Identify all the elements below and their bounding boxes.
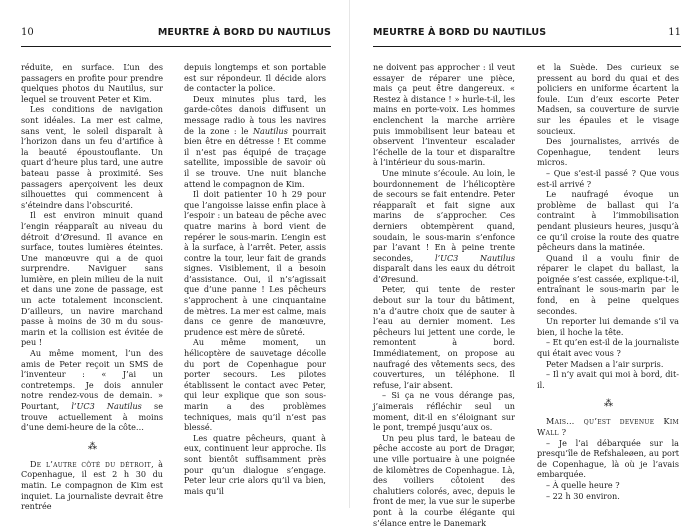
paragraph: ne doivent pas approcher : il veut essayer de réparer une pièce, mais ça peut être dangereux. « Restez à distance ! » hurle-t-il, les mains en porte-voix. Les hommes enclenchent la marche arrière puis immobilisent leur bateau et observent l’inventeur escalader l’échelle de la tour et disparaître à l’intérieur du sous-marin.	[373, 62, 515, 168]
section-separator: ⁂	[88, 441, 96, 452]
paragraph: et la Suède. Des curieux se pressent au bord du quai et des policiers en uniforme écartent la foule. L’un d’eux escorte Peter Madsen, sa couverture de survie sur les épaules et le visage soucieux.	[537, 62, 679, 136]
paragraph: Un peu plus tard, le bateau de pêche accoste au port de Dragør, une ville portuaire à une poignée de kilomètres de Copenhague. Là, des voiliers côtoient des chalutiers colorés, avec, depuis le front de mer, la vue sur le superbe pont à la courbe élégante qui s’élance entre le Danemark	[373, 432, 515, 528]
paragraph: depuis longtemps et son portable est sur répondeur. Il décide alors de contacter la police.	[184, 62, 326, 94]
paragraph: Peter, qui tente de rester debout sur la tour du bâtiment, n’a d’autre choix que de sauter à l’eau au dernier moment. Les pêcheurs lui jettent une corde, le remontent à bord. Immédiatement, on propose au naufragé des vêtements secs, des couvertures, un téléphone. Il refuse, l’air absent.	[373, 284, 515, 390]
section-separator: ⁂	[604, 399, 612, 410]
paragraph: Des journalistes, arrivés de Copenhague, tendent leurs micros.	[537, 136, 679, 168]
left-column-1	[21, 62, 163, 512]
paragraph	[373, 168, 515, 285]
paragraph	[21, 459, 163, 512]
italic-run: l’UC3 Nautilus	[71, 401, 142, 411]
paragraph: Au même moment, un hélicoptère de sauvetage décolle du port de Copenhague pour porter secours. Les pilotes établissent le contact avec Peter, qui leur explique que son sous-marin a des problèmes techniques, mais qu’il n’est pas blessé.	[184, 337, 326, 433]
small-caps-run: De l’autre côté du détroit,	[30, 458, 154, 469]
paragraph: Il est environ minuit quand l’engin réapparaît au niveau du détroit d’Øresund. Il avance en surface, toutes lumières éteintes. Une manœuvre qui a de quoi surprendre. Naviguer sans lumière, en plein milieu de la nuit et dans une zone de passage, est un acte totalement inconscient. D’ailleurs, un navire marchand passe à moins de 30 m du sous-marin et la collision est évitée de peu !	[21, 210, 163, 348]
right-page-header	[373, 27, 681, 43]
header-rule	[21, 46, 331, 47]
right-column-1	[373, 62, 515, 528]
header-rule	[373, 46, 681, 47]
dialogue-line: – Et qu’en est-il de la journaliste qui était avec vous ?	[537, 337, 679, 359]
paragraph	[537, 416, 679, 437]
text-run: disparaît dans les eaux du détroit d’Øresund.	[373, 263, 515, 284]
text-run: à Copenhague, il est 2 h 30 du matin. Le compagnon de Kim est inquiet. La journaliste devrait être rentrée	[21, 458, 163, 512]
italic-run: l’UC3 Nautilus	[435, 252, 515, 263]
small-caps-run: Mais… qu’est devenue Kim Wall ?	[537, 416, 679, 437]
dialogue-line: – Si ça ne vous dérange pas, j’aimerais réfléchir seul un moment, dit-il en s’éloignant sur le pont, trempé jusqu’aux os.	[373, 390, 515, 433]
paragraph: Le naufragé évoque un problème de ballast qui l’a contraint à l’immobilisation pendant plusieurs heures, jusqu’à ce qu’il croise la route des quatre pêcheurs dans la matinée.	[537, 189, 679, 253]
dialogue-line: – Je l’ai débarquée sur la presqu’île de Refshaleøen, au port de Copenhague, là où je l’avais embarquée.	[537, 437, 679, 480]
paragraph	[21, 348, 163, 433]
text-run: Au même moment, l’un des amis de Peter reçoit un SMS de l’inventeur : « J’ai un contretemps. Je dois annuler notre rendez-vous de demain. » Pourtant,	[21, 348, 163, 411]
paragraph: Quand il a voulu finir de réparer le clapet du ballast, la poignée s’est cassée, explique-t-il, entraînant le sous-marin par le fond, en à peine quelques secondes.	[537, 252, 679, 316]
paragraph: Les conditions de navigation sont idéales. La mer est calme, sans vent, le soleil disparaît à l’horizon dans un feu d’artifice à la beauté époustouflante. Un quart d’heure plus tard, une autre bateau passe à proximité. Ses passagers aperçoivent les deux silhouettes qui commencent à s’éteindre dans l’obscurité.	[21, 104, 163, 210]
page-number: 10	[21, 27, 34, 38]
paragraph: Il doit patienter 10 h 29 pour que l’angoisse laisse enfin place à l’espoir : un bateau de pêche avec quatre marins à bord vient de repérer le sous-marin. L’engin est à la surface, à l’arrêt. Peter, assis contre la tour, leur fait de grands signes. Visiblement, il a besoin d’assistance. Oui, il n’s’agissait que d’une panne ! Les pêcheurs s’approchent à une cinquantaine de mètres. La mer est calme, mais dans ce genre de manœuvre, prudence est mère de sûreté.	[184, 189, 326, 337]
italic-run: Nautilus	[252, 125, 288, 136]
text-run: se trouve actuellement à moins d’une demi-heure de la côte…	[21, 401, 163, 433]
paragraph: réduite, en surface. L’un des passagers en profite pour prendre quelques photos du Nautilus, sur lequel se trouvent Peter et Kim.	[21, 62, 163, 104]
running-title: MEURTRE À BORD DU NAUTILUS	[157, 27, 331, 38]
left-page	[0, 0, 350, 512]
text-run: Une minute s’écoule. Au loin, le bourdonnement de l’hélicoptère de secours se fait entendre. Peter réapparaît et fait signe aux marins de s’approcher. Ces derniers obtempèrent quand, soudain, le sous-marin s’enfonce par l’avant ! En à peine trente secondes,	[373, 167, 515, 263]
dialogue-line: – Il n’y avait qui moi à bord, dit-il.	[537, 369, 679, 390]
dialogue-line: – À quelle heure ?	[546, 479, 620, 490]
paragraph: Les quatre pêcheurs, quant à eux, continuent leur approche. Ils sont bientôt suffisamment près pour qu’un dialogue s’engage. Peter leur crie alors qu’il va bien, mais qu’il	[184, 432, 326, 496]
dialogue-line: – 22 h 30 environ.	[546, 490, 620, 501]
right-page	[350, 0, 700, 528]
running-title: MEURTRE À BORD DU NAUTILUS	[373, 27, 547, 38]
dialogue-line: – Que s’est-il passé ? Que vous est-il arrivé ?	[537, 167, 679, 189]
right-column-2	[537, 62, 679, 508]
paragraph	[184, 94, 326, 189]
text-run: pourrait bien être en détresse ! Et comme il n’est pas équipé de traçage satellite, impossible de savoir où il se trouve. Une nuit blanche attend le compagnon de Kim.	[184, 125, 326, 189]
page-number: 11	[668, 27, 681, 38]
paragraph: Un reporter lui demande s’il va bien, il hoche la tête.	[537, 316, 679, 337]
left-column-2	[184, 62, 326, 508]
text-run: Deux minutes plus tard, les garde-côtes danois diffusent un message radio à tous les navires de la zone : le	[184, 93, 326, 136]
paragraph: Peter Madsen a l’air surpris.	[546, 358, 664, 369]
left-page-header	[21, 27, 331, 43]
